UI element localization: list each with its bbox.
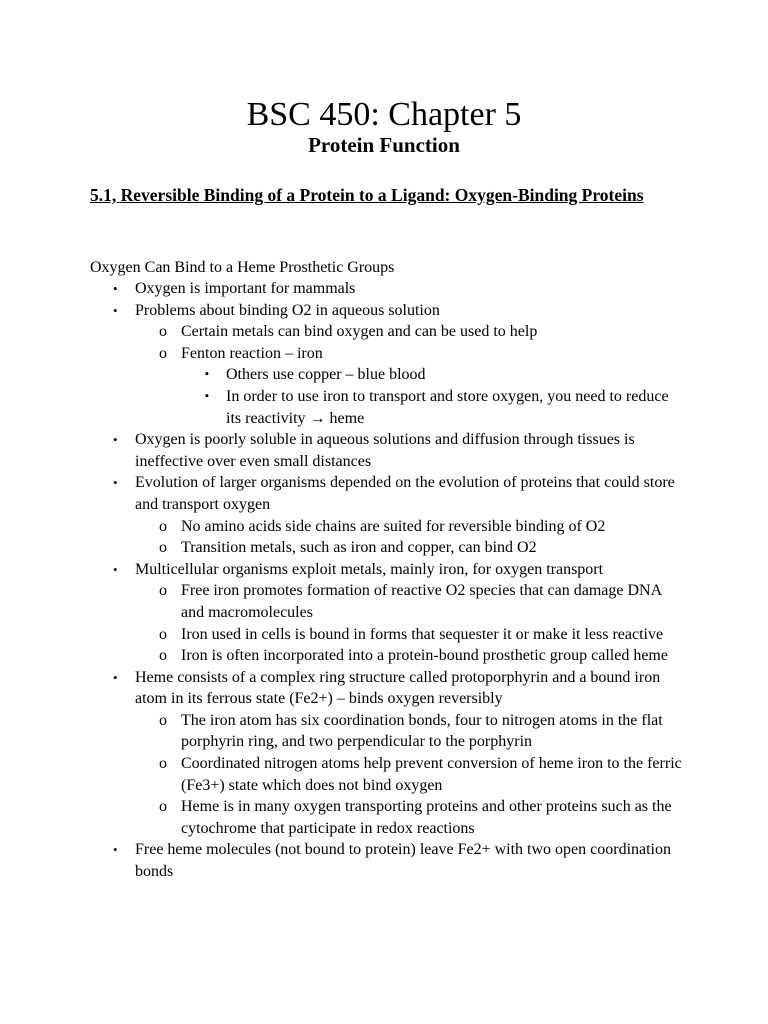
circle-bullet-icon: o [159, 711, 167, 729]
outline-item-level-2 [0, 343, 683, 365]
outline-item-level-2 [0, 645, 683, 667]
outline-item-level-1 [0, 667, 683, 710]
outline-item-text: Iron is often incorporated into a protein-bound prosthetic group called heme [181, 647, 668, 665]
outline-item-text: No amino acids side chains are suited for reversible binding of O2 [181, 517, 606, 535]
page-title: BSC 450: Chapter 5 [246, 96, 522, 133]
outline-item-level-2 [0, 753, 683, 796]
outline-item-text: Evolution of larger organisms depended on the evolution of proteins that could store and transport oxygen [135, 474, 675, 513]
bullet-icon: • [113, 432, 118, 448]
circle-bullet-icon: o [159, 539, 167, 557]
bullet-icon: • [113, 281, 118, 296]
outline-item-text: Heme is in many oxygen transporting proteins and other proteins such as the cytochrome that participate in redox reactions [181, 798, 672, 837]
circle-bullet-icon: o [159, 323, 167, 341]
outline-item-text: Others use copper – blue blood [226, 366, 426, 384]
outline-item-level-1 [0, 429, 683, 472]
page-subtitle: Protein Function [308, 133, 460, 157]
outline-item-level-1 [0, 839, 683, 882]
square-bullet-icon: ▪ [205, 368, 209, 381]
circle-bullet-icon: o [159, 625, 167, 643]
bullet-icon: • [113, 842, 118, 858]
bullet-icon: • [113, 475, 118, 491]
outline-item-level-2 [0, 580, 683, 623]
bullet-outline [0, 278, 768, 883]
circle-bullet-icon: o [159, 755, 167, 773]
outline-item-text: Iron used in cells is bound in forms that sequester it or make it less reactive [181, 625, 664, 643]
outline-item-level-2 [0, 516, 683, 538]
outline-item-level-1 [0, 300, 683, 322]
bullet-icon: • [113, 669, 118, 685]
outline-item-level-2 [0, 710, 683, 753]
outline-item-level-2 [0, 624, 683, 646]
outline-item-text: Free heme molecules (not bound to protein) leave Fe2+ with two open coordination bonds [135, 841, 671, 881]
outline-item-level-1 [0, 278, 683, 300]
outline-item-text: Heme consists of a complex ring structure called protoporphyrin and a bound iron atom in its ferrous state (Fe2+) – binds oxygen reversibly [135, 668, 661, 708]
outline-item-level-3 [0, 386, 683, 429]
section-heading: 5.1, Reversible Binding of a Protein to a Ligand: Oxygen-Binding Proteins [90, 185, 644, 205]
outline-item-text: Oxygen is important for mammals [135, 280, 356, 297]
circle-bullet-icon: o [159, 517, 167, 535]
circle-bullet-icon: o [159, 798, 167, 816]
outline-item-text: Free iron promotes formation of reactive O2 species that can damage DNA and macromolecules [181, 582, 662, 621]
outline-item-text: The iron atom has six coordination bonds, four to nitrogen atoms in the flat porphyrin ring, and two perpendicular to the porphyrin [181, 711, 663, 751]
outline-item-level-2 [0, 796, 683, 839]
outline-item-level-2 [0, 537, 683, 559]
topic-heading: Oxygen Can Bind to a Heme Prosthetic Groups [90, 259, 395, 276]
outline-item-level-1 [0, 472, 683, 515]
outline-item-text: Certain metals can bind oxygen and can be used to help [181, 323, 538, 341]
bullet-icon: • [113, 561, 118, 577]
outline-item-level-2 [0, 321, 683, 343]
outline-item-level-3 [0, 364, 683, 386]
circle-bullet-icon: o [159, 344, 167, 362]
outline-item-text: Problems about binding O2 in aqueous solution [135, 301, 440, 319]
square-bullet-icon: ▪ [205, 389, 209, 402]
circle-bullet-icon: o [159, 647, 167, 665]
outline-item-text: In order to use iron to transport and store oxygen, you need to reduce its reactivity → heme [226, 387, 669, 427]
outline-item-text: Coordinated nitrogen atoms help prevent conversion of heme iron to the ferric (Fe3+) state which does not bind oxygen [181, 755, 682, 794]
outline-item-level-1 [0, 559, 683, 581]
outline-item-text: Fenton reaction – iron [181, 344, 323, 362]
bullet-icon: • [113, 302, 118, 318]
outline-item-text: Oxygen is poorly soluble in aqueous solutions and diffusion through tissues is ineffective over even small distances [135, 431, 635, 470]
circle-bullet-icon: o [159, 582, 167, 600]
outline-item-text: Transition metals, such as iron and copper, can bind O2 [181, 539, 537, 557]
outline-item-text: Multicellular organisms exploit metals, mainly iron, for oxygen transport [135, 560, 604, 578]
